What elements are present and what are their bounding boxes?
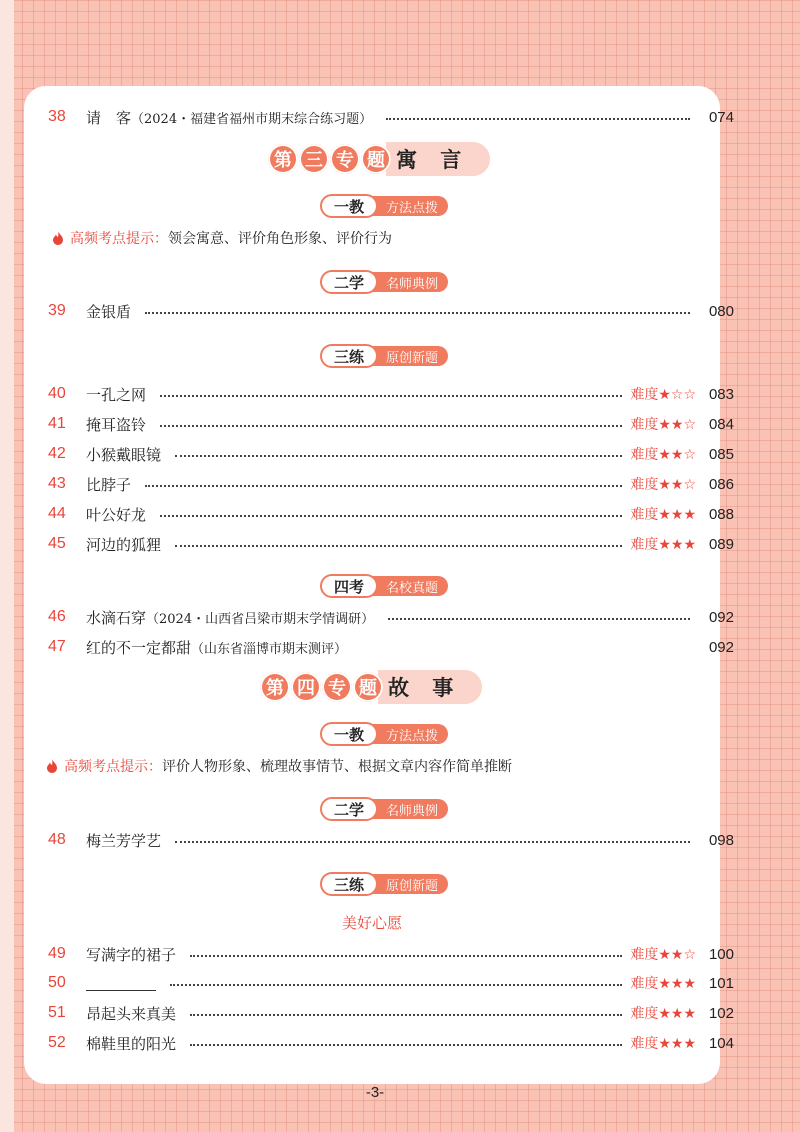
entry-number: 45 xyxy=(48,535,66,552)
entry-number: 40 xyxy=(48,385,66,402)
binding-margin xyxy=(0,0,14,1132)
entry-number: 47 xyxy=(48,638,66,655)
entry-page: 101 xyxy=(708,974,734,992)
topic-char: 题 xyxy=(353,672,383,702)
hint-label: 高频考点提示： xyxy=(64,759,162,775)
toc-entry-47[interactable] xyxy=(48,634,734,660)
section-tag: 方法点拨 xyxy=(372,196,448,216)
section-tag: 名校真题 xyxy=(372,576,448,596)
topic-char: 第 xyxy=(268,144,298,174)
difficulty-rating: 难度★★★ xyxy=(630,1006,696,1022)
toc-entry[interactable] xyxy=(48,411,734,437)
topic-char: 四 xyxy=(291,672,321,702)
toc-entry[interactable] xyxy=(48,501,734,527)
section-tag: 方法点拨 xyxy=(372,724,448,744)
entry-page: 100 xyxy=(708,945,734,963)
topic-3-banner xyxy=(268,140,490,180)
entry-number: 44 xyxy=(48,505,66,522)
leader-dots xyxy=(160,395,622,397)
section-tag: 原创新题 xyxy=(372,874,448,894)
topic-char: 题 xyxy=(361,144,391,174)
entry-page: 102 xyxy=(708,1004,734,1022)
difficulty-rating: 难度★★☆ xyxy=(630,947,696,963)
entry-number: 52 xyxy=(48,1034,66,1051)
leader-dots xyxy=(170,984,622,986)
leader-dots xyxy=(386,118,690,120)
section-tag: 名师典例 xyxy=(372,272,448,292)
leader-dots xyxy=(175,455,622,457)
section-pill: 三练 xyxy=(320,344,378,368)
section-pill: 一教 xyxy=(320,194,378,218)
entry-title: 小猴戴眼镜 xyxy=(86,445,162,464)
entry-page: 084 xyxy=(708,415,734,433)
topic-char: 三 xyxy=(299,144,329,174)
entry-title: 红的不一定都甜（山东省淄博市期末测评） xyxy=(86,638,348,657)
entry-source-note: （2024・福建省福州市期末综合练习题） xyxy=(131,111,373,127)
section-exam-badge xyxy=(320,574,448,598)
toc-entry-38[interactable] xyxy=(48,104,734,130)
entry-number: 50 xyxy=(48,974,66,991)
toc-entry[interactable] xyxy=(48,441,734,467)
key-points-hint xyxy=(52,228,392,248)
toc-entry[interactable] xyxy=(48,531,734,557)
entry-page: 089 xyxy=(708,535,734,553)
entry-title: 请 客（2024・福建省福州市期末综合练习题） xyxy=(86,108,373,127)
flame-icon xyxy=(52,231,64,245)
entry-title: 掩耳盗铃 xyxy=(86,415,147,434)
section-pill: 三练 xyxy=(320,872,378,896)
hint-label: 高频考点提示： xyxy=(70,231,168,247)
section-practice-badge xyxy=(320,344,448,368)
leader-dots xyxy=(160,515,622,517)
entry-page: 092 xyxy=(708,638,734,656)
entry-title: 写满字的裙子 xyxy=(86,945,177,964)
entry-page: 083 xyxy=(708,385,734,403)
topic-char: 专 xyxy=(330,144,360,174)
difficulty-rating: 难度★★★ xyxy=(630,1036,696,1052)
entry-title: 昂起头来真美 xyxy=(86,1004,177,1023)
topic-4-banner xyxy=(260,668,482,708)
toc-entry[interactable] xyxy=(48,1000,734,1026)
entry-title: 叶公好龙 xyxy=(86,505,147,524)
entry-number: 39 xyxy=(48,302,66,319)
entry-page: 086 xyxy=(708,475,734,493)
leader-dots xyxy=(175,841,690,843)
section-practice-badge xyxy=(320,872,448,896)
difficulty-rating: 难度★★☆ xyxy=(630,477,696,493)
hint-text: 评价人物形象、梳理故事情节、根据文章内容作简单推断 xyxy=(162,759,512,775)
key-points-hint xyxy=(46,756,512,776)
entry-page: 098 xyxy=(708,831,734,849)
contents-card xyxy=(24,86,734,1084)
toc-entry[interactable] xyxy=(48,471,734,497)
difficulty-rating: 难度★★☆ xyxy=(630,417,696,433)
page-number: -3- xyxy=(365,1084,385,1101)
entry-number: 48 xyxy=(48,831,66,848)
section-pill: 二学 xyxy=(320,797,378,821)
entry-page: 104 xyxy=(708,1034,734,1052)
leader-dots xyxy=(175,545,622,547)
toc-entry-48[interactable] xyxy=(48,827,734,853)
leader-dots xyxy=(190,1044,622,1046)
topic-char: 专 xyxy=(322,672,352,702)
entry-source-note: （山东省淄博市期末测评） xyxy=(191,641,348,657)
entry-title: 棉鞋里的阳光 xyxy=(86,1034,177,1053)
entry-page: 085 xyxy=(708,445,734,463)
entry-title: 比脖子 xyxy=(86,475,132,494)
toc-entry[interactable] xyxy=(48,970,734,996)
toc-entry-46[interactable] xyxy=(48,604,734,630)
entry-number: 41 xyxy=(48,415,66,432)
leader-dots xyxy=(190,1014,622,1016)
toc-entry[interactable] xyxy=(48,1030,734,1056)
entry-number: 42 xyxy=(48,445,66,462)
section-learn-badge xyxy=(320,797,448,821)
difficulty-rating: 难度★★★ xyxy=(630,507,696,523)
leader-dots xyxy=(160,425,622,427)
leader-dots xyxy=(145,312,690,314)
toc-entry[interactable] xyxy=(48,381,734,407)
entry-page: 074 xyxy=(708,108,734,126)
toc-entry[interactable] xyxy=(48,941,734,967)
entry-page: 080 xyxy=(708,302,734,320)
entry-number: 46 xyxy=(48,608,66,625)
title-blank-line xyxy=(86,975,156,991)
topic-name: 故 事 xyxy=(388,676,462,700)
section-teach-badge xyxy=(320,722,448,746)
leader-dots xyxy=(388,618,690,620)
section-tag: 原创新题 xyxy=(372,346,448,366)
difficulty-rating: 难度★★☆ xyxy=(630,447,696,463)
entry-page: 092 xyxy=(708,608,734,626)
entry-title: 梅兰芳学艺 xyxy=(86,831,162,850)
entry-number: 49 xyxy=(48,945,66,962)
entry-number: 43 xyxy=(48,475,66,492)
topic-name: 寓 言 xyxy=(396,148,470,172)
leader-dots xyxy=(190,955,622,957)
entry-title: 水滴石穿（2024・山西省吕梁市期末学情调研） xyxy=(86,608,375,627)
section-pill: 四考 xyxy=(320,574,378,598)
entry-page: 088 xyxy=(708,505,734,523)
flame-icon xyxy=(46,759,58,773)
entry-number: 51 xyxy=(48,1004,66,1021)
section-tag: 名师典例 xyxy=(372,799,448,819)
section-teach-badge xyxy=(320,194,448,218)
topic-char: 第 xyxy=(260,672,290,702)
toc-entry-39[interactable] xyxy=(48,298,734,324)
entry-title: 河边的狐狸 xyxy=(86,535,162,554)
subsection-heading: 美好心愿 xyxy=(341,914,402,932)
difficulty-rating: 难度★★★ xyxy=(630,537,696,553)
entry-source-note: （2024・山西省吕梁市期末学情调研） xyxy=(146,611,375,627)
leader-dots xyxy=(145,485,622,487)
difficulty-rating: 难度★☆☆ xyxy=(630,387,696,403)
section-pill: 二学 xyxy=(320,270,378,294)
difficulty-rating: 难度★★★ xyxy=(630,976,696,992)
entry-title: 金银盾 xyxy=(86,302,132,321)
entry-number: 38 xyxy=(48,108,66,125)
entry-title: 一孔之网 xyxy=(86,385,147,404)
hint-text: 领会寓意、评价角色形象、评价行为 xyxy=(168,231,392,247)
section-learn-badge xyxy=(320,270,448,294)
section-pill: 一教 xyxy=(320,722,378,746)
